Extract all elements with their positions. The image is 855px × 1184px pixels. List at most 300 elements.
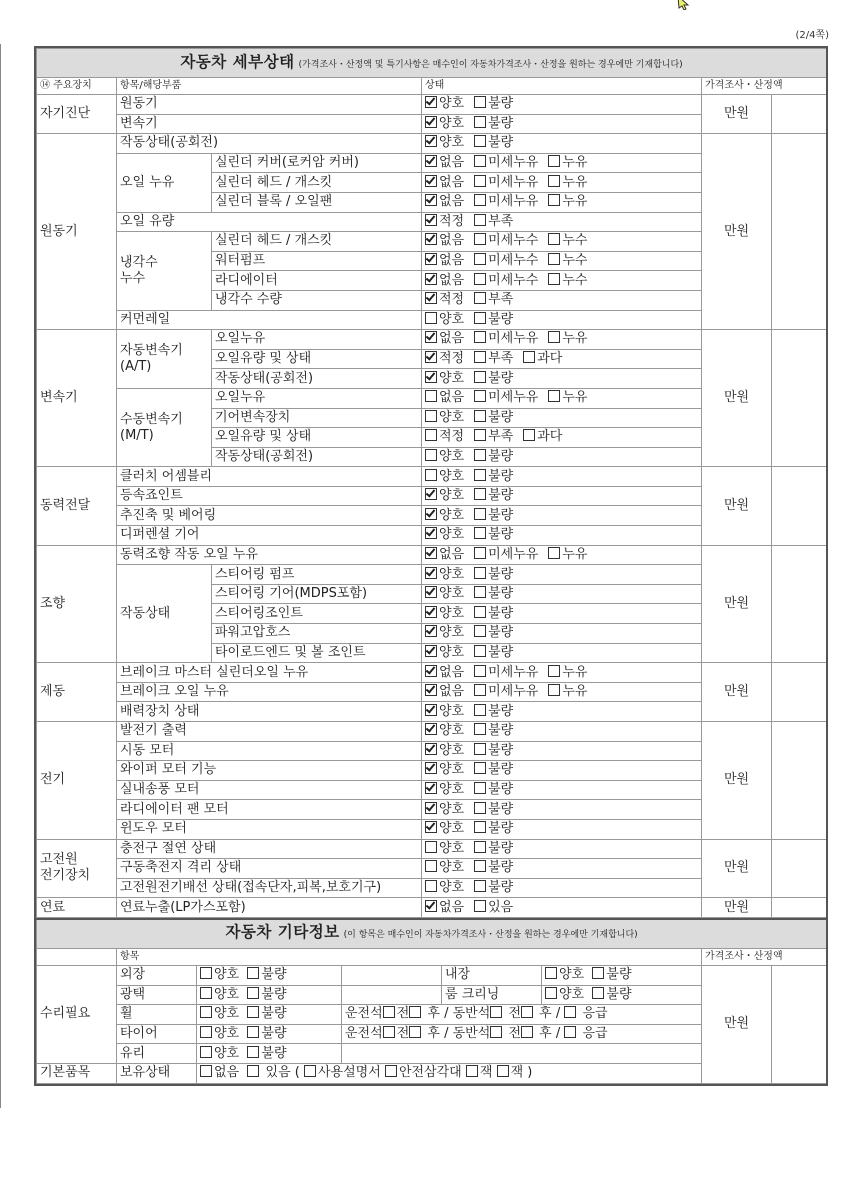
detail-status-table (36, 48, 827, 918)
checkbox-icon[interactable] (474, 175, 486, 187)
option-good[interactable]: 양호 (425, 880, 464, 895)
checkbox-icon[interactable] (425, 645, 437, 657)
checkbox-icon[interactable] (474, 488, 486, 500)
group-oil_leak: 오일 누유 (117, 153, 212, 212)
item-interior: 내장 (442, 965, 542, 985)
item-differential: 디퍼렌셜 기어 (117, 526, 422, 546)
option-exists[interactable]: 있음 (474, 900, 513, 915)
option-minor_leak[interactable]: 미세누유 (474, 194, 538, 209)
checkbox-icon[interactable] (474, 586, 486, 598)
price-brake: 만원 (702, 663, 772, 722)
possession-options: 없음 있음 ( 사용설명서 안전삼각대 잭 잭 ) (197, 1063, 702, 1083)
checkbox-icon[interactable] (521, 1006, 533, 1018)
checkbox-icon[interactable] (523, 429, 535, 441)
item-wiper: 와이퍼 모터 기능 (117, 761, 422, 781)
item-tie_rod: 타이로드엔드 및 볼 조인트 (212, 643, 422, 663)
price-input-hv[interactable] (772, 839, 827, 898)
option-minor_leak[interactable]: 미세누유 (474, 331, 538, 346)
option-bad[interactable]: 불량 (474, 135, 513, 150)
option-seep[interactable]: 누수 (548, 233, 587, 248)
price-input-other[interactable] (772, 965, 827, 1083)
checkbox-icon[interactable] (425, 567, 437, 579)
checkbox-icon[interactable] (474, 312, 486, 324)
checkbox-icon[interactable] (304, 1065, 316, 1077)
checkbox-icon[interactable] (474, 331, 486, 343)
option-none[interactable]: 없음 (425, 684, 464, 699)
status-eng_op (422, 134, 702, 154)
status-st_pump (422, 565, 702, 585)
checkbox-icon[interactable] (409, 1026, 421, 1038)
item-booster: 배력장치 상태 (117, 702, 422, 722)
option-minor_leak[interactable]: 미세누유 (474, 390, 538, 405)
header-item: 항목/해당부품 (117, 78, 422, 95)
checkbox-icon[interactable] (425, 469, 437, 481)
option-seep[interactable]: 누수 (548, 273, 587, 288)
checkbox-icon[interactable] (548, 175, 560, 187)
checkbox-icon[interactable] (425, 880, 437, 892)
option-good[interactable]: 양호 (425, 802, 464, 817)
option-leak[interactable]: 누유 (548, 194, 587, 209)
checkbox-icon[interactable] (247, 1046, 259, 1058)
checkbox-icon[interactable] (548, 684, 560, 696)
option-bad[interactable]: 불량 (474, 508, 513, 523)
other-section-note: (이 항목은 매수인이 자동차가격조사・산정을 원하는 경우에만 기재합니다) (343, 930, 638, 941)
price-input-power[interactable] (772, 467, 827, 545)
checkbox-icon[interactable] (425, 527, 437, 539)
checkbox-icon[interactable] (474, 704, 486, 716)
checkbox-icon[interactable] (474, 508, 486, 520)
status-good-bad: 양호 불량 (197, 1024, 342, 1044)
checkbox-icon[interactable] (425, 390, 437, 402)
price-input-self_diag[interactable] (772, 95, 827, 134)
option-good[interactable]: 양호 (425, 762, 464, 777)
checkbox-icon[interactable] (474, 567, 486, 579)
option-leak[interactable]: 누유 (548, 390, 587, 405)
checkbox-icon[interactable] (425, 135, 437, 147)
checkbox-icon[interactable] (474, 96, 486, 108)
checkbox-icon[interactable] (474, 273, 486, 285)
option-good[interactable]: 양호 (425, 841, 464, 856)
checkbox-icon[interactable] (545, 967, 557, 979)
option-none[interactable]: 없음 (425, 900, 464, 915)
checkbox-icon[interactable] (383, 1006, 395, 1018)
checkbox-icon[interactable] (200, 1026, 212, 1038)
option-bad[interactable]: 불량 (474, 469, 513, 484)
checkbox-icon[interactable] (425, 155, 437, 167)
checkbox-icon[interactable] (474, 606, 486, 618)
checkbox-icon[interactable] (425, 449, 437, 461)
checkbox-icon[interactable] (200, 967, 212, 979)
checkbox-icon[interactable] (474, 116, 486, 128)
checkbox-icon[interactable] (474, 410, 486, 422)
checkbox-icon[interactable] (425, 175, 437, 187)
status-coolant_level (422, 290, 702, 310)
option-bad[interactable]: 불량 (474, 527, 513, 542)
option-minor_leak[interactable]: 미세누유 (474, 684, 538, 699)
option-minor_seep[interactable]: 미세누수 (474, 233, 538, 248)
checkbox-icon[interactable] (474, 645, 486, 657)
option-good[interactable]: 양호 (425, 488, 464, 503)
detail-section-title: 자동차 세부상태 (180, 52, 295, 71)
detail-row (37, 839, 827, 859)
checkbox-icon[interactable] (521, 1026, 533, 1038)
option-bad[interactable]: 불량 (474, 488, 513, 503)
checkbox-icon[interactable] (474, 860, 486, 872)
status-battery (422, 859, 702, 879)
option-bad[interactable]: 불량 (474, 586, 513, 601)
price-hv: 만원 (702, 839, 772, 898)
option-good[interactable]: 양호 (425, 449, 464, 464)
item-radiator: 라디에이터 (212, 271, 422, 291)
option-lack[interactable]: 부족 (474, 292, 513, 307)
option-bad[interactable]: 불량 (474, 704, 513, 719)
checkbox-icon[interactable] (548, 253, 560, 265)
option-bad[interactable]: 불량 (474, 410, 513, 425)
option-good[interactable]: 양호 (425, 645, 464, 660)
option-leak[interactable]: 누유 (548, 547, 587, 562)
checkbox-icon[interactable] (425, 586, 437, 598)
checkbox-icon[interactable] (474, 665, 486, 677)
status-hp_hose (422, 624, 702, 644)
option-lack[interactable]: 부족 (474, 351, 513, 366)
item-oil_level: 오일 유량 (117, 212, 422, 232)
option-lack[interactable]: 부족 (474, 429, 513, 444)
checkbox-icon[interactable] (200, 1065, 212, 1077)
checkbox-icon[interactable] (548, 233, 560, 245)
checkbox-icon[interactable] (474, 762, 486, 774)
option-good[interactable]: 양호 (425, 96, 464, 111)
checkbox-icon[interactable] (425, 410, 437, 422)
checkbox-icon[interactable] (425, 371, 437, 383)
checkbox-icon[interactable] (474, 684, 486, 696)
category-transmission: 변속기 (37, 330, 117, 467)
option-minor_seep[interactable]: 미세누수 (474, 273, 538, 288)
checkbox-icon[interactable] (490, 1026, 502, 1038)
checkbox-icon[interactable] (247, 987, 259, 999)
option-good[interactable]: 양호 (425, 469, 464, 484)
checkbox-icon[interactable] (425, 900, 437, 912)
status-good-bad: 양호 불량 (197, 1044, 342, 1064)
status-engine_sd (422, 95, 702, 115)
checkbox-icon[interactable] (200, 1006, 212, 1018)
checkbox-icon[interactable] (474, 547, 486, 559)
price-input-transmission[interactable] (772, 330, 827, 467)
option-excess[interactable]: 과다 (523, 429, 562, 444)
checkbox-icon[interactable] (425, 821, 437, 833)
status-radiator (422, 271, 702, 291)
price-input-brake[interactable] (772, 663, 827, 722)
checkbox-icon[interactable] (425, 312, 437, 324)
checkbox-icon[interactable] (247, 967, 259, 979)
checkbox-icon[interactable] (474, 449, 486, 461)
option-none[interactable]: 없음 (425, 175, 464, 190)
checkbox-icon[interactable] (425, 860, 437, 872)
option-none[interactable]: 없음 (425, 155, 464, 170)
checkbox-icon[interactable] (474, 880, 486, 892)
checkbox-icon[interactable] (548, 194, 560, 206)
checkbox-icon[interactable] (425, 802, 437, 814)
checkbox-icon[interactable] (425, 214, 437, 226)
option-none[interactable]: 없음 (425, 233, 464, 248)
category-engine: 원동기 (37, 134, 117, 330)
checkbox-icon[interactable] (564, 1006, 576, 1018)
checkbox-icon[interactable] (247, 1006, 259, 1018)
checkbox-icon[interactable] (425, 233, 437, 245)
option-good[interactable]: 양호 (425, 410, 464, 425)
option-good[interactable]: 양호 (425, 116, 464, 131)
checkbox-icon[interactable] (548, 665, 560, 677)
checkbox-icon[interactable] (474, 351, 486, 363)
option-bad[interactable]: 불량 (474, 312, 513, 327)
option-bad[interactable]: 불량 (474, 116, 513, 131)
price-other: 만원 (702, 965, 772, 1083)
option-none[interactable]: 없음 (425, 331, 464, 346)
item-hv_wiring: 고전원전기배선 상태(접속단자,피복,보호기구) (117, 878, 422, 898)
checkbox-icon[interactable] (383, 1026, 395, 1038)
option-minor_leak[interactable]: 미세누유 (474, 665, 538, 680)
status-blower (422, 780, 702, 800)
option-good[interactable]: 양호 (425, 371, 464, 386)
option-none[interactable]: 없음 (425, 390, 464, 405)
checkbox-icon[interactable] (474, 527, 486, 539)
item-wheel: 휠 (117, 1005, 197, 1025)
checkbox-icon[interactable] (545, 987, 557, 999)
option-good[interactable]: 양호 (425, 860, 464, 875)
checkbox-icon[interactable] (548, 390, 560, 402)
option-bad[interactable]: 불량 (474, 723, 513, 738)
checkbox-icon[interactable] (548, 547, 560, 559)
checkbox-icon[interactable] (425, 508, 437, 520)
item-fuel_leak: 연료누출(LP가스포함) (117, 898, 422, 918)
checkbox-icon[interactable] (474, 429, 486, 441)
option-bad[interactable]: 불량 (474, 841, 513, 856)
price-input-steering[interactable] (772, 545, 827, 663)
option-leak[interactable]: 누유 (548, 684, 587, 699)
item-trans_sd: 변속기 (117, 114, 422, 134)
checkbox-icon[interactable] (425, 273, 437, 285)
option-good[interactable]: 양호 (425, 704, 464, 719)
header-status: 상태 (422, 78, 702, 95)
status-at_oil_level (422, 349, 702, 369)
item-charge_port: 충전구 절연 상태 (117, 839, 422, 859)
checkbox-icon[interactable] (247, 1065, 259, 1077)
option-proper[interactable]: 적정 (425, 214, 464, 229)
option-none[interactable]: 없음 (425, 273, 464, 288)
tire-seat-options: 운전석 전 후 / 동반석 전 후 / 응급 (342, 1024, 702, 1044)
checkbox-icon[interactable] (474, 782, 486, 794)
item-mt_gear: 기어변속장치 (212, 408, 422, 428)
checkbox-icon[interactable] (425, 253, 437, 265)
item-at_oil_level: 오일유량 및 상태 (212, 349, 422, 369)
option-leak[interactable]: 누유 (548, 331, 587, 346)
option-proper[interactable]: 적정 (425, 292, 464, 307)
checkbox-icon[interactable] (425, 704, 437, 716)
checkbox-icon[interactable] (425, 782, 437, 794)
checkbox-icon[interactable] (474, 625, 486, 637)
option-excess[interactable]: 과다 (523, 351, 562, 366)
checkbox-icon[interactable] (200, 987, 212, 999)
checkbox-icon[interactable] (385, 1065, 397, 1077)
checkbox-icon[interactable] (466, 1065, 478, 1077)
option-bad[interactable]: 불량 (474, 743, 513, 758)
status-mt_op (422, 447, 702, 467)
checkbox-icon[interactable] (474, 821, 486, 833)
checkbox-icon[interactable] (425, 194, 437, 206)
checkbox-icon[interactable] (564, 1026, 576, 1038)
checkbox-icon[interactable] (474, 371, 486, 383)
checkbox-icon[interactable] (474, 743, 486, 755)
status-good-bad: 양호 불량 (197, 965, 342, 985)
option-minor_seep[interactable]: 미세누수 (474, 253, 538, 268)
option-bad[interactable]: 불량 (474, 762, 513, 777)
option-minor_leak[interactable]: 미세누유 (474, 155, 538, 170)
option-good[interactable]: 양호 (425, 606, 464, 621)
checkbox-icon[interactable] (474, 723, 486, 735)
checkbox-icon[interactable] (548, 155, 560, 167)
status-wiper (422, 761, 702, 781)
option-leak[interactable]: 누유 (548, 175, 587, 190)
option-good[interactable]: 양호 (425, 527, 464, 542)
option-bad[interactable]: 불량 (474, 782, 513, 797)
checkbox-icon[interactable] (425, 743, 437, 755)
checkbox-icon[interactable] (490, 1006, 502, 1018)
checkbox-icon[interactable] (497, 1065, 509, 1077)
item-coolant_level: 냉각수 수량 (212, 290, 422, 310)
header-main-device: ⑭ 주요장치 (37, 78, 117, 95)
option-leak[interactable]: 누유 (548, 155, 587, 170)
price-power: 만원 (702, 467, 772, 545)
checkbox-icon[interactable] (548, 331, 560, 343)
option-none[interactable]: 없음 (425, 665, 464, 680)
option-none[interactable]: 없음 (425, 547, 464, 562)
option-good[interactable]: 양호 (425, 135, 464, 150)
checkbox-icon[interactable] (474, 155, 486, 167)
option-good[interactable]: 양호 (425, 567, 464, 582)
option-good[interactable]: 양호 (425, 782, 464, 797)
checkbox-icon[interactable] (425, 723, 437, 735)
option-lack[interactable]: 부족 (474, 214, 513, 229)
price-input-fuel[interactable] (772, 898, 827, 918)
item-engine_sd: 원동기 (117, 95, 422, 115)
checkbox-icon[interactable] (474, 390, 486, 402)
checkbox-icon[interactable] (474, 841, 486, 853)
checkbox-icon[interactable] (474, 469, 486, 481)
option-bad[interactable]: 불량 (474, 645, 513, 660)
checkbox-icon[interactable] (474, 253, 486, 265)
page-number: (2/4쪽) (795, 30, 829, 41)
checkbox-icon[interactable] (409, 1006, 421, 1018)
option-none[interactable]: 없음 (425, 194, 464, 209)
checkbox-icon[interactable] (474, 802, 486, 814)
checkbox-icon[interactable] (474, 292, 486, 304)
checkbox-icon[interactable] (200, 1046, 212, 1058)
checkbox-icon[interactable] (425, 841, 437, 853)
status-fan (422, 800, 702, 820)
checkbox-icon[interactable] (247, 1026, 259, 1038)
item-eng_op: 작동상태(공회전) (117, 134, 422, 154)
option-good[interactable]: 양호 (425, 723, 464, 738)
item-window: 윈도우 모터 (117, 819, 422, 839)
checkbox-icon[interactable] (425, 116, 437, 128)
checkbox-icon[interactable] (425, 762, 437, 774)
checkbox-icon[interactable] (425, 488, 437, 500)
checkbox-icon[interactable] (474, 194, 486, 206)
option-none[interactable]: 없음 (425, 253, 464, 268)
option-bad[interactable]: 불량 (474, 371, 513, 386)
checkbox-icon[interactable] (425, 606, 437, 618)
group-steering_op: 작동상태 (117, 565, 212, 663)
other-row (37, 965, 827, 985)
option-minor_leak[interactable]: 미세누유 (474, 547, 538, 562)
option-bad[interactable]: 불량 (474, 449, 513, 464)
category-basic: 기본품목 (37, 1063, 117, 1083)
option-bad[interactable]: 불량 (474, 802, 513, 817)
option-good[interactable]: 양호 (425, 586, 464, 601)
price-input-engine[interactable] (772, 134, 827, 330)
option-leak[interactable]: 누유 (548, 665, 587, 680)
item-cool_head: 실린더 헤드 / 개스킷 (212, 232, 422, 252)
checkbox-icon[interactable] (425, 292, 437, 304)
option-proper[interactable]: 적정 (425, 429, 464, 444)
category-hv: 고전원 전기장치 (37, 839, 117, 898)
checkbox-icon[interactable] (425, 625, 437, 637)
item-drive_shaft: 추진축 및 베어링 (117, 506, 422, 526)
checkbox-icon[interactable] (425, 547, 437, 559)
item-glass: 유리 (117, 1044, 197, 1064)
option-good[interactable]: 양호 (425, 743, 464, 758)
option-bad[interactable]: 불량 (474, 606, 513, 621)
checkbox-icon[interactable] (425, 429, 437, 441)
option-bad[interactable]: 불량 (474, 625, 513, 640)
option-bad[interactable]: 불량 (474, 880, 513, 895)
option-seep[interactable]: 누수 (548, 253, 587, 268)
option-bad[interactable]: 불량 (474, 860, 513, 875)
checkbox-icon[interactable] (474, 135, 486, 147)
item-gloss: 광택 (117, 985, 197, 1005)
option-bad[interactable]: 불량 (474, 567, 513, 582)
checkbox-icon[interactable] (474, 900, 486, 912)
checkbox-icon[interactable] (425, 351, 437, 363)
checkbox-icon[interactable] (548, 273, 560, 285)
option-good[interactable]: 양호 (425, 625, 464, 640)
checkbox-icon[interactable] (425, 684, 437, 696)
category-self_diag: 자기진단 (37, 95, 117, 134)
checkbox-icon[interactable] (425, 96, 437, 108)
checkbox-icon[interactable] (474, 214, 486, 226)
status-alternator (422, 722, 702, 742)
option-good[interactable]: 양호 (425, 821, 464, 836)
other-info-table (36, 918, 827, 1084)
checkbox-icon[interactable] (425, 665, 437, 677)
option-good[interactable]: 양호 (425, 312, 464, 327)
detail-row (37, 134, 827, 154)
item-cv_joint: 등속죠인트 (117, 486, 422, 506)
price-input-electric[interactable] (772, 722, 827, 840)
option-minor_leak[interactable]: 미세누유 (474, 175, 538, 190)
checkbox-icon[interactable] (592, 987, 604, 999)
status-head_gasket (422, 173, 702, 193)
checkbox-icon[interactable] (425, 331, 437, 343)
checkbox-icon[interactable] (474, 233, 486, 245)
status-good-bad: 양호 불량 (542, 985, 702, 1005)
option-proper[interactable]: 적정 (425, 351, 464, 366)
option-bad[interactable]: 불량 (474, 96, 513, 111)
option-bad[interactable]: 불량 (474, 821, 513, 836)
checkbox-icon[interactable] (592, 967, 604, 979)
option-good[interactable]: 양호 (425, 508, 464, 523)
status-hv_wiring (422, 878, 702, 898)
checkbox-icon[interactable] (523, 351, 535, 363)
